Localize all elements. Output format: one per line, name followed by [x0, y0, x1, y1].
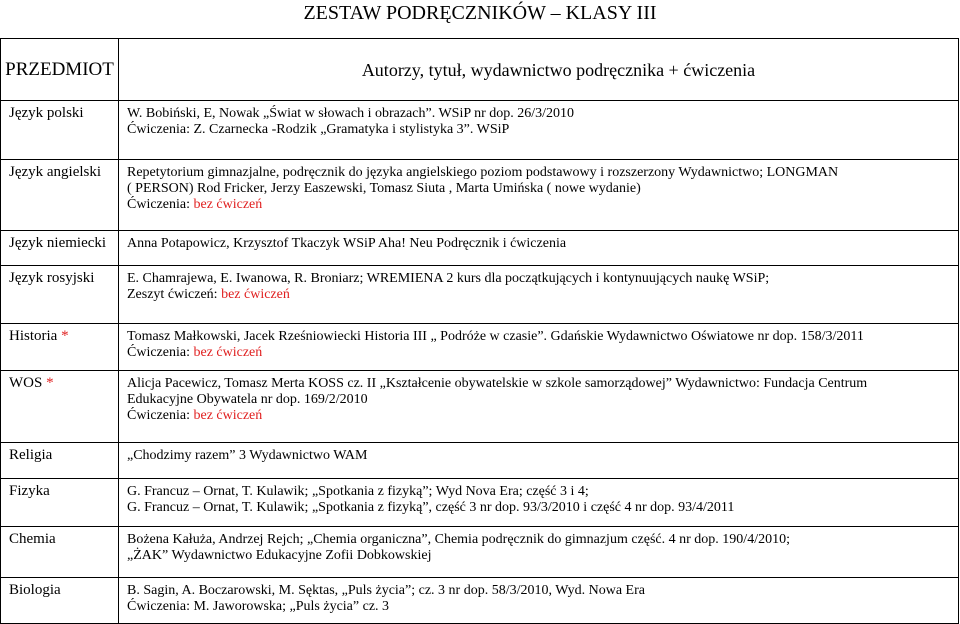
description-line: Alicja Pacewicz, Tomasz Merta KOSS cz. II „Kształcenie obywatelskie w szkole samorządowej” Wydawnictwo: Fundacja Centrum [127, 376, 868, 391]
exercise-value: bez ćwiczeń [221, 287, 290, 302]
table-row [1, 371, 959, 443]
subject-cell [1, 371, 119, 443]
description-cell [119, 479, 959, 527]
subject-cell [1, 160, 119, 231]
table-row [1, 266, 959, 324]
subject-mark: * [42, 375, 54, 391]
description-line: W. Bobiński, E, Nowak „Świat w słowach i obrazach”. WSiP nr dop. 26/3/2010 [127, 106, 575, 121]
header-description: Autorzy, tytuł, wydawnictwo podręcznika + ćwiczenia [119, 39, 959, 101]
subject-cell [1, 527, 119, 578]
subject-physics: Fizyka [9, 483, 50, 499]
description-line: Edukacyjne Obywatela nr dop. 169/2/2010 [127, 392, 368, 407]
description-line: Tomasz Małkowski, Jacek Rześniowiecki Historia III „ Podróże w czasie”. Gdańskie Wydawnictwo Oświatowe nr dop. 158/3/2011 [127, 329, 864, 344]
subject-cell [1, 101, 119, 160]
exercise-label: Ćwiczenia: [127, 345, 194, 360]
subject-russian: Język rosyjski [9, 270, 95, 286]
subject-mark: * [57, 328, 69, 344]
description-line: G. Francuz – Ornat, T. Kulawik; „Spotkania z fizyką”; Wyd Nova Era; część 3 i 4; [127, 484, 589, 499]
description-line: „ŻAK” Wydawnictwo Edukacyjne Zofii Dobkowskiej [127, 548, 432, 563]
table-row [1, 231, 959, 266]
exercise-value: bez ćwiczeń [193, 345, 263, 360]
description-line: E. Chamrajewa, E. Iwanowa, R. Broniarz; WREMIENA 2 kurs dla początkujących i kontynuujących naukę WSiP; [127, 271, 770, 286]
subject-english: Język angielski [9, 164, 102, 180]
header-subject: PRZEDMIOT [1, 39, 119, 101]
table-row [1, 324, 959, 371]
subject-polish: Język polski [9, 105, 84, 121]
subject-wos: WOS [9, 375, 43, 391]
table-row [1, 578, 959, 624]
description-line: ( PERSON) Rod Fricker, Jerzy Easzewski, Tomasz Siuta , Marta Umińska ( nowe wydanie) [127, 181, 641, 196]
description-line: Ćwiczenia: Z. Czarnecka -Rodzik „Gramatyka i stylistyka 3”. WSiP [127, 122, 510, 137]
subject-biology: Biologia [9, 582, 61, 598]
description-cell [119, 324, 959, 371]
page-title: ZESTAW PODRĘCZNIKÓW – KLASY III [303, 2, 657, 24]
description-cell [119, 160, 959, 231]
table-row [1, 160, 959, 231]
description-line: Ćwiczenia: M. Jaworowska; „Puls życia” cz. 3 [127, 599, 390, 614]
description-line: Repetytorium gimnazjalne, podręcznik do języka angielskiego poziom podstawowy i rozszerzony Wydawnictwo; LONGMAN [127, 165, 839, 180]
subject-cell [1, 231, 119, 266]
description-cell [119, 527, 959, 578]
exercise-label: Ćwiczenia: [127, 197, 194, 212]
subject-cell [1, 324, 119, 371]
subject-cell [1, 443, 119, 479]
description-line: „Chodzimy razem” 3 Wydawnictwo WAM [127, 448, 368, 463]
subject-german: Język niemiecki [9, 235, 107, 251]
subject-cell [1, 578, 119, 624]
table-row [1, 101, 959, 160]
subject-cell [1, 479, 119, 527]
subject-chemistry: Chemia [9, 531, 56, 547]
description-line: G. Francuz – Ornat, T. Kulawik; „Spotkania z fizyką”, część 3 nr dop. 93/3/2010 i część 4 nr dop. 93/4/2011 [127, 500, 735, 515]
subject-history: Historia [9, 328, 58, 344]
description-cell [119, 266, 959, 324]
table-header-row [1, 39, 959, 101]
description-cell [119, 371, 959, 443]
exercise-value: bez ćwiczeń [193, 197, 263, 212]
description-line: Anna Potapowicz, Krzysztof Tkaczyk WSiP Aha! Neu Podręcznik i ćwiczenia [127, 236, 567, 251]
subject-religion: Religia [9, 447, 53, 463]
table-row [1, 527, 959, 578]
description-cell [119, 443, 959, 479]
table-row [1, 443, 959, 479]
description-cell [119, 578, 959, 624]
description-line: B. Sagin, A. Boczarowski, M. Sęktas, „Puls życia”; cz. 3 nr dop. 58/3/2010, Wyd. Nowa Era [127, 583, 645, 598]
subject-cell [1, 266, 119, 324]
table-row [1, 479, 959, 527]
description-cell [119, 231, 959, 266]
description-cell [119, 101, 959, 160]
textbook-table [0, 38, 959, 624]
exercise-value: bez ćwiczeń [193, 408, 263, 423]
exercise-label: Zeszyt ćwiczeń: [127, 287, 222, 302]
exercise-label: Ćwiczenia: [127, 408, 194, 423]
description-line: Bożena Kałuża, Andrzej Rejch; „Chemia organiczna”, Chemia podręcznik do gimnazjum część. 4 nr dop. 190/4/2010; [127, 532, 790, 547]
